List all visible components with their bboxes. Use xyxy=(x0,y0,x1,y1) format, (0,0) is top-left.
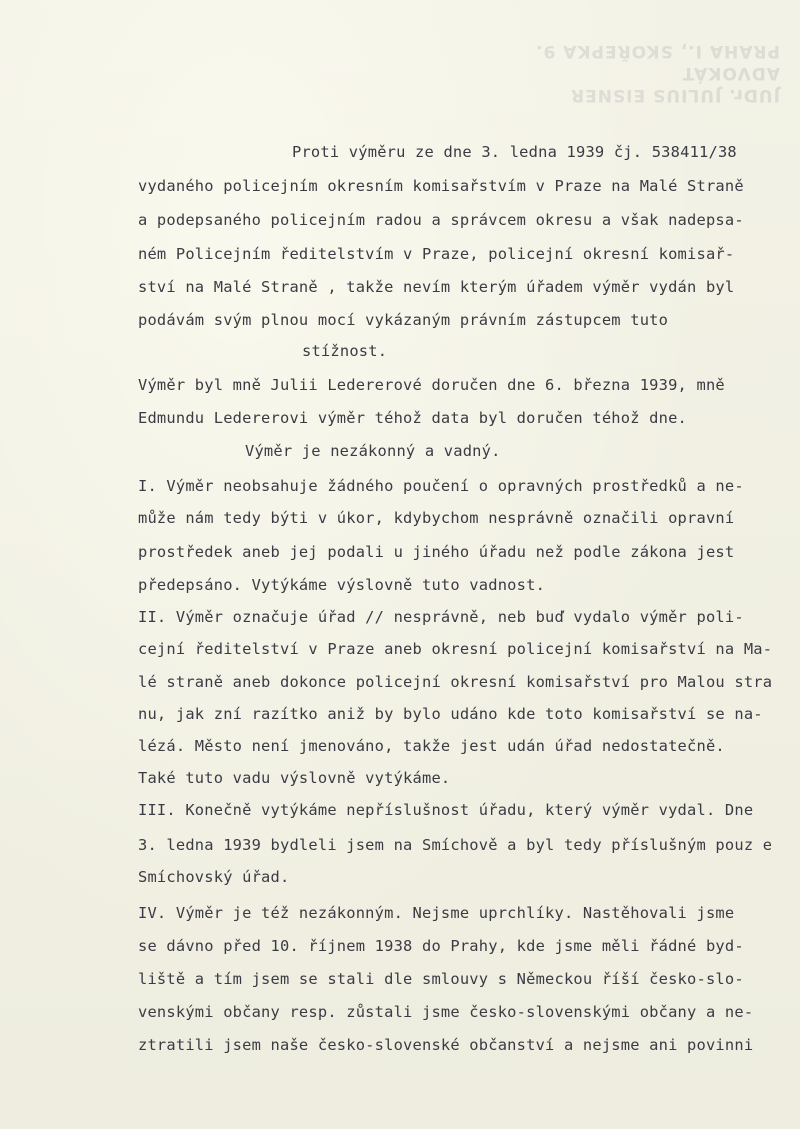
text-line: IV. Výměr je též nezákonným. Nejsme uprchlíky. Nastěhovali jsme xyxy=(138,904,735,922)
text-line: lé straně aneb dokonce policejní okresní komisařství pro Malou stra xyxy=(138,673,773,691)
text-line: lézá. Město není jmenováno, takže jest udán úřad nedostatečně. xyxy=(138,737,725,755)
text-line: a podepsaného policejním radou a správcem okresu a však nadepsa- xyxy=(138,211,744,229)
text-line: ství na Malé Straně , takže nevím kterým úřadem výměr vydán byl xyxy=(138,278,735,296)
watermark-line: PRAHA I., SKOŘEPKA 9. xyxy=(535,41,780,61)
text-line: prostředek aneb jej podali u jiného úřadu než podle zákona jest xyxy=(138,543,735,561)
text-line: III. Konečně vytýkáme nepříslušnost úřadu, který výměr vydal. Dne xyxy=(138,801,754,819)
watermark-line: JUDr. JULIUS EISNER xyxy=(570,85,780,105)
text-line: stížnost. xyxy=(302,342,388,360)
text-line: Výměr byl mně Julii Ledererové doručen dne 6. března 1939, mně xyxy=(138,376,725,394)
letterhead-watermark xyxy=(520,40,780,106)
text-line: liště a tím jsem se stali dle smlouvy s Německou říší česko-slo- xyxy=(138,970,744,988)
text-line: 3. ledna 1939 bydleli jsem na Smíchově a byl tedy příslušným pouz e xyxy=(138,836,773,854)
watermark-line: ADVOKÁT xyxy=(681,63,780,83)
text-line: vydaného policejním okresním komisařstvím v Praze na Malé Straně xyxy=(138,177,744,195)
text-line: předepsáno. Vytýkáme výslovně tuto vadnost. xyxy=(138,576,546,594)
text-line: se dávno před 10. říjnem 1938 do Prahy, kde jsme měli řádné byd- xyxy=(138,937,744,955)
text-line: Také tuto vadu výslovně vytýkáme. xyxy=(138,769,451,787)
text-line: Smíchovský úřad. xyxy=(138,868,290,886)
text-line: Proti výměru ze dne 3. ledna 1939 čj. 538411/38 xyxy=(292,143,737,161)
text-line: venskými občany resp. zůstali jsme česko-slovenskými občany a ne- xyxy=(138,1003,754,1021)
text-line: cejní ředitelství v Praze aneb okresní policejní komisařství na Ma- xyxy=(138,640,773,658)
text-line: může nám tedy býti v úkor, kdybychom nesprávně označili opravní xyxy=(138,509,735,527)
text-line: Výměr je nezákonný a vadný. xyxy=(245,442,501,460)
text-line: podávám svým plnou mocí vykázaným právním zástupcem tuto xyxy=(138,311,669,329)
text-line: II. Výměr označuje úřad // nesprávně, neb buď vydalo výměr poli- xyxy=(138,608,744,626)
text-line: nu, jak zní razítko aniž by bylo udáno kde toto komisařství se na- xyxy=(138,705,763,723)
text-line: ném Policejním ředitelstvím v Praze, policejní okresní komisař- xyxy=(138,245,735,263)
text-line: ztratili jsem naše česko-slovenské občanství a nejsme ani povinni xyxy=(138,1036,754,1054)
text-line: I. Výměr neobsahuje žádného poučení o opravných prostředků a ne- xyxy=(138,477,744,495)
text-line: Edmundu Ledererovi výměr téhož data byl doručen téhož dne. xyxy=(138,409,688,427)
